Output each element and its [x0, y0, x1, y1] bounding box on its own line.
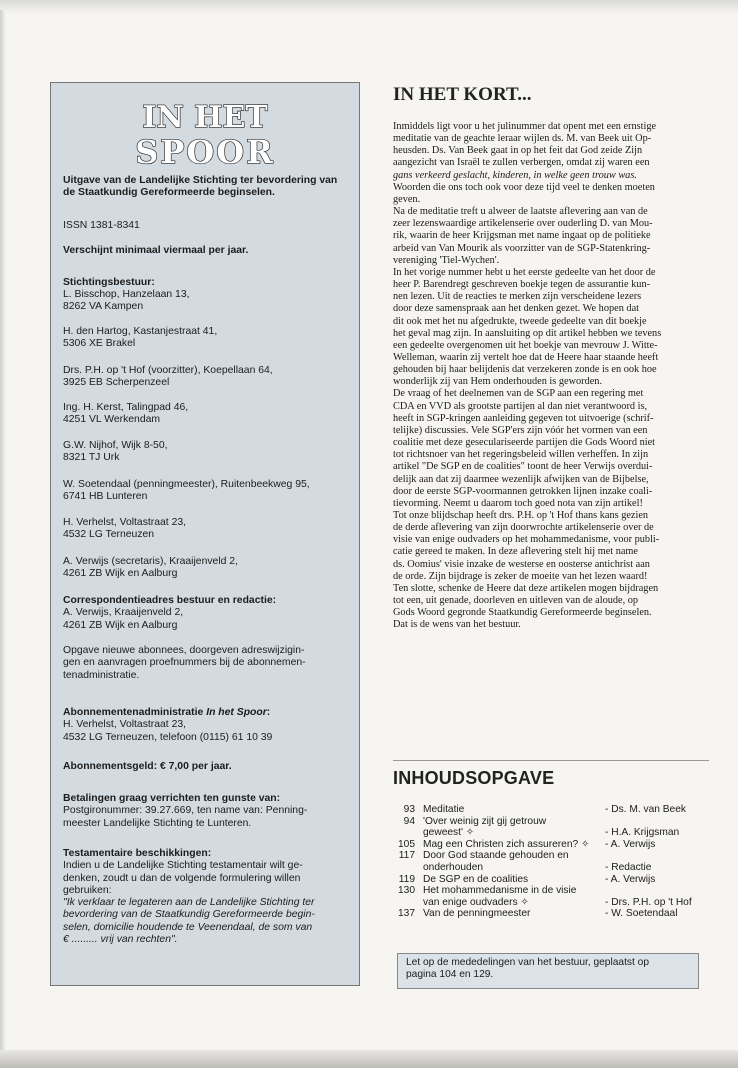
- article-line: tot een, uit genade, doorleven en uitleven van de aloude, op: [393, 595, 639, 607]
- article-line: wonderlijk zij van Hem onderhouden is geworden.: [393, 376, 603, 388]
- toc-page: 130: [398, 885, 415, 897]
- article-line: CDA en VVD als grootste partijen al dan niet verantwoord is,: [393, 400, 648, 412]
- article-line: Welleman, waarin zij vertelt hoe dat de Heere haar staande heeft: [393, 351, 659, 363]
- article-line: nen lezen. Uit de reacties te merken zijn verscheidene lezers: [393, 291, 642, 303]
- correspondence-address: [63, 595, 349, 632]
- board-member-line1: H. Verhelst, Voltastraat 23,: [63, 517, 187, 528]
- board-member-line2: 4532 LG Terneuzen: [63, 529, 155, 541]
- toc-entry[interactable]: [393, 816, 711, 839]
- testament-quote-line: selen, domicilie houdende te Veenendaal, de som van: [63, 921, 313, 933]
- testament-quote-line: € ......... vrij van rechten".: [63, 934, 178, 946]
- article-line: Gods Woord gegronde Staatkundig Gereformeerde beginselen.: [393, 607, 652, 619]
- frequency: Verschijnt minimaal viermaal per jaar.: [63, 245, 249, 256]
- toc-title-cont: onderhouden: [423, 861, 484, 873]
- in-het-kort-heading: IN HET KORT...: [393, 84, 532, 105]
- testament-quote-line: bevordering van de Staatkundig Gereformeerde begin-: [63, 909, 315, 921]
- article-line: tievorming. Neemt u daarom toch goed nota van zijn artikel!: [393, 497, 643, 509]
- toc-page: 119: [398, 873, 415, 885]
- toc-page: 93: [403, 804, 415, 815]
- toc-author: - W. Soetendaal: [605, 908, 678, 920]
- scan-edge-left: [0, 10, 6, 1060]
- subscription-note: [63, 645, 349, 682]
- board-member-line2: 3925 EB Scherpenzeel: [63, 377, 170, 389]
- article-line: aangezicht van Israël te zullen verbergen, omdat zij waren een: [393, 157, 650, 169]
- toc-title: Mag een Christen zich assureren? ✧: [423, 838, 590, 850]
- toc-page: 137: [398, 908, 415, 920]
- toc-entry[interactable]: [393, 839, 711, 851]
- board-member-line2: 5306 XE Brakel: [63, 338, 136, 350]
- article-line: De vraag of het deelnemen van de SGP aan een regering met: [393, 388, 644, 400]
- toc-author: - Redactie: [605, 861, 652, 873]
- article-line: artikel "De SGP en de coalities" toont de heer Verwijs overdui-: [393, 461, 653, 473]
- correspondence-heading: Correspondentieadres bestuur en redactie:: [63, 595, 277, 606]
- board-member-line1: G.W. Nijhof, Wijk 8-50,: [63, 440, 168, 451]
- toc-title: Meditatie: [423, 804, 465, 815]
- admin-line1: H. Verhelst, Voltastraat 23,: [63, 719, 187, 731]
- article-line: gans verkeerd geslacht, kinderen, in welke geen trouw was.: [393, 169, 637, 181]
- article-line: arbeid van Van Mourik als voorzitter van de SGP-Statenkring-: [393, 242, 651, 254]
- payment-heading: Betalingen graag verrichten ten gunste van:: [63, 793, 281, 804]
- article-line: heeft in SGP-kringen aanleiding gegeven tot uitvoerige (schrif-: [393, 412, 654, 424]
- testament-line: gebruiken:: [63, 884, 112, 896]
- colophon-subtitle: Uitgave van de Landelijke Stichting ter bevordering van de Staatkundig Gereformeerde beginselen.: [63, 175, 338, 199]
- article-line: heer P. Barendregt geschreven boekje tegen de assurantie kun-: [393, 279, 651, 291]
- article-line: Na de meditatie treft u alweer de laatste aflevering aan van de: [393, 206, 648, 218]
- board-member-line2: 8262 VA Kampen: [63, 301, 144, 313]
- article-line: ds. Oomius' visie inzake de westerse en oosterse antichrist aan: [393, 558, 650, 570]
- toc-author: - A. Verwijs: [605, 873, 656, 885]
- board-member: [63, 365, 349, 390]
- board-member-line2: 4251 VL Werkendam: [63, 414, 161, 426]
- article-line: zeer lezenswaardige artikelenserie over ouderling D. van Mou-: [393, 218, 653, 230]
- payment-line2: meester Landelijke Stichting te Lunteren.: [63, 817, 252, 829]
- toc-page: 94: [403, 815, 415, 827]
- board-member-line2: 4261 ZB Wijk en Aalburg: [63, 568, 178, 580]
- board-member: [63, 517, 349, 542]
- admin-heading-colon: :: [266, 707, 271, 718]
- article-line: Ten slotte, schenke de Heere dat deze artikelen mogen bijdragen: [393, 582, 659, 594]
- admin-line2: 4532 LG Terneuzen, telefoon (0115) 61 10 39: [63, 731, 273, 743]
- in-het-spoor-logo: [117, 97, 293, 167]
- article-line: coalitie met deze geseculariseerde partijen die Gods Woord niet: [393, 437, 656, 449]
- toc-page: 105: [398, 838, 415, 850]
- toc-title-cont: van enige oudvaders ✧: [423, 896, 529, 908]
- scan-edge-top: [0, 0, 738, 14]
- article-line: door deze samenspraak aan het denken gezet. We hopen dat: [393, 303, 639, 315]
- section-divider: [393, 760, 709, 761]
- payment-line1: Postgironummer: 39.27.669, ten name van: Penning-: [63, 805, 308, 817]
- testament-heading: Testamentaire beschikkingen:: [63, 848, 212, 859]
- article-line: tot richtsnoer van het regeringsbeleid willen verheffen. In zijn: [393, 449, 649, 461]
- subscription-note-line: Opgave nieuwe abonnees, doorgeven adreswijzigin-: [63, 645, 305, 656]
- article-line: visie van enige oudvaders op het mohammedanisme, voor publi-: [393, 534, 660, 546]
- article-line: Dat is de wens van het bestuur.: [393, 619, 521, 631]
- board-member: [63, 326, 349, 351]
- issn: ISSN 1381-8341: [63, 220, 140, 231]
- toc-entry[interactable]: [393, 850, 711, 873]
- toc-author: - Ds. M. van Beek: [605, 804, 686, 815]
- toc-author: - A. Verwijs: [605, 838, 656, 850]
- toc-entry[interactable]: [393, 885, 711, 908]
- board-member-line1: A. Verwijs (secretaris), Kraaijenveld 2,: [63, 556, 238, 567]
- toc-entry[interactable]: [393, 804, 711, 816]
- board-member-line1: Ing. H. Kerst, Talingpad 46,: [63, 402, 189, 413]
- article-line: Inmiddels ligt voor u het julinummer dat opent met een ernstige: [393, 121, 657, 132]
- article-line: een gedeelte overgenomen uit het boekje van mevrouw J. Witte-: [393, 339, 658, 351]
- board-member-line1: L. Bisschop, Hanzelaan 13,: [63, 289, 190, 300]
- toc-author: - Drs. P.H. op 't Hof: [605, 896, 692, 908]
- board-member-line1: Drs. P.H. op 't Hof (voorzitter), Koepellaan 64,: [63, 365, 273, 376]
- colophon-box: [50, 82, 360, 986]
- payment-info: [63, 793, 349, 830]
- admin-heading-text: Abonnementenadministratie: [63, 707, 207, 718]
- subscription-note-line: tenadministratie.: [63, 669, 140, 681]
- board-member: [63, 402, 349, 427]
- board-notice-line: Let op de mededelingen van het bestuur, geplaatst op: [406, 957, 649, 968]
- subscription-admin: [63, 707, 349, 744]
- article-line: delijk aan dat zij daarmee wezenlijk afwijken van de Bijbelse,: [393, 473, 649, 485]
- toc-entry[interactable]: [393, 874, 711, 886]
- article-line: door de eerste SGP-voormannen getrokken lijnen inzake coali-: [393, 485, 653, 497]
- article-line: de derde aflevering van zijn doorwrochte artikelenserie over de: [393, 522, 654, 534]
- toc-title: De SGP en de coalities: [423, 873, 529, 885]
- toc-title: 'Over weinig zijt gij getrouw: [423, 815, 547, 827]
- in-het-kort-article: [393, 121, 711, 632]
- logo-line-1: IN HET: [142, 100, 268, 135]
- testament-info: [63, 848, 349, 946]
- board-member: [63, 289, 349, 314]
- board-notice-line: pagina 104 en 129.: [406, 969, 494, 981]
- article-line: vereniging 'Tiel-Wychen'.: [393, 254, 500, 266]
- board-member-line1: W. Soetendaal (penningmeester), Ruitenbeekweg 95,: [63, 479, 310, 490]
- admin-heading: [63, 707, 349, 719]
- logo-line-2: SPOOR: [135, 133, 275, 167]
- subscription-fee: Abonnementsgeld: € 7,00 per jaar.: [63, 761, 232, 772]
- subscription-note-line: gen en aanvragen proefnummers bij de abonnemen-: [63, 657, 306, 669]
- correspondence-line1: A. Verwijs, Kraaijenveld 2,: [63, 607, 184, 619]
- article-line: Woorden die ons toch ook voor deze tijd veel te denken moeten: [393, 181, 655, 193]
- article-line: gehouden bij haar belijdenis dat verzekeren zonde is en ook hoe: [393, 364, 657, 376]
- article-line: geven.: [393, 193, 421, 205]
- admin-heading-title: In het Spoor: [206, 707, 267, 718]
- inhoudsopgave-heading: INHOUDSOPGAVE: [393, 768, 555, 788]
- board-member: [63, 440, 349, 465]
- article-line: In het vorige nummer hebt u het eerste gedeelte van het door de: [393, 266, 656, 278]
- board-member-line1: H. den Hartog, Kastanjestraat 41,: [63, 326, 218, 337]
- toc-title: Het mohammedanisme in de visie: [423, 885, 577, 897]
- testament-line: Indien u de Landelijke Stichting testamentair wilt ge-: [63, 860, 303, 872]
- testament-line: denken, zoudt u dan de volgende formulering willen: [63, 872, 301, 884]
- toc-entry[interactable]: [393, 908, 711, 920]
- board-member: [63, 479, 349, 504]
- board-heading: Stichtingsbestuur:: [63, 277, 155, 288]
- testament-quote-line: "Ik verklaar te legateren aan de Landelijke Stichting ter: [63, 897, 315, 909]
- toc-title: Van de penningmeester: [423, 908, 531, 920]
- article-line: heusden. Ds. Van Beek gaat in op het feit dat God zeide Zijn: [393, 145, 643, 157]
- article-line: meditatie van de geachte leraar wijlen ds. M. van Beek uit Op-: [393, 133, 652, 145]
- board-member-line2: 8321 TJ Urk: [63, 452, 120, 464]
- article-line: rik, waarin de heer Krijgsman met name ingaat op de politieke: [393, 230, 651, 242]
- article-line: Tot onze blijdschap heeft drs. P.H. op 't Hof thans kans gezien: [393, 510, 649, 521]
- article-line: de orde. Zijn bijdrage is zeker de moeite van het lezen waard!: [393, 570, 648, 582]
- board-notice-box: [397, 953, 699, 989]
- board-member-line2: 6741 HB Lunteren: [63, 491, 148, 503]
- article-line: dit ook met het nu afgedrukte, tweede gedeelte van dit boekje: [393, 315, 647, 327]
- toc-page: 117: [398, 850, 415, 862]
- table-of-contents: [393, 804, 711, 920]
- toc-title: Door God staande gehouden en: [423, 850, 569, 862]
- toc-author: - H.A. Krijgsman: [605, 827, 680, 839]
- article-line: telijke) discussies. Vele SGP'ers zijn vóór het vormen van een: [393, 424, 648, 436]
- correspondence-line2: 4261 ZB Wijk en Aalburg: [63, 619, 178, 631]
- article-line: catie gereed te maken. In deze aflevering stelt hij met name: [393, 546, 639, 558]
- article-line: het geval mag zijn. In aansluiting op dit artikel hebben we tevens: [393, 327, 662, 339]
- board-member: [63, 556, 349, 581]
- scan-edge-bottom: [0, 1050, 738, 1068]
- toc-title-cont: geweest' ✧: [423, 827, 475, 839]
